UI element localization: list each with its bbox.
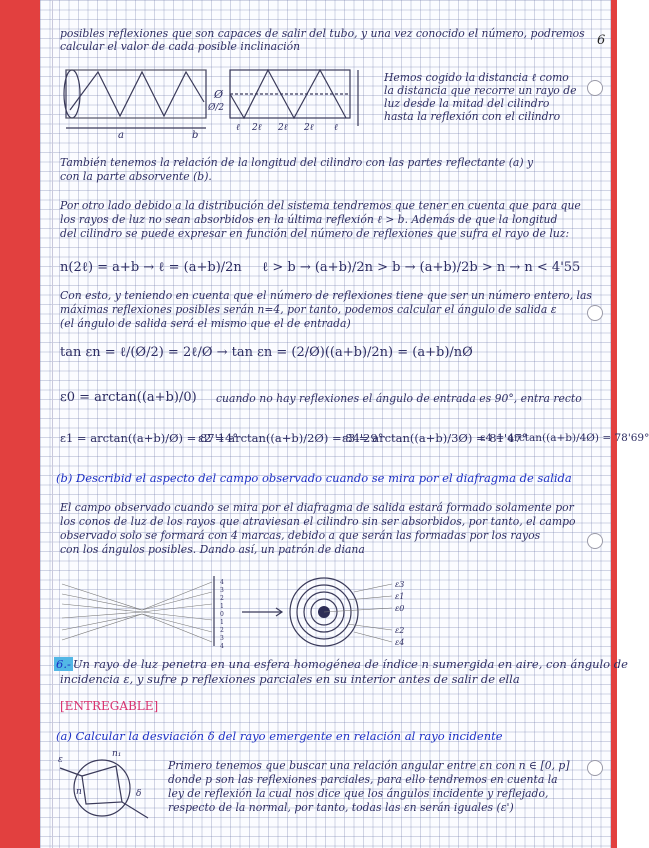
internal-path — [82, 766, 122, 804]
svg-text:0: 0 — [220, 611, 224, 618]
svg-text:δ: δ — [136, 789, 142, 799]
equation: ε2 = arctan((a+b)/2Ø) = 84'29° — [198, 431, 384, 445]
note-line: la distancia que recorre un rayo de — [384, 84, 577, 97]
svg-text:3: 3 — [220, 635, 224, 642]
label-2e: 2ℓ — [304, 123, 314, 133]
text-line: El campo observado cuando se mira por el diafragma de salida estará formado solamente por — [60, 501, 574, 514]
text-line: Con esto, y teniendo en cuenta que el número de reflexiones tiene que ser un número entero, las — [60, 289, 592, 302]
svg-text:n₁: n₁ — [112, 749, 122, 759]
svg-text:ε0: ε0 — [395, 604, 405, 613]
svg-text:ε4: ε4 — [395, 638, 405, 647]
light-ray — [70, 72, 204, 116]
margin-line — [52, 0, 53, 848]
text-line: posibles reflexiones que son capaces de salir del tubo, y una vez conocido el número, podremos — [60, 27, 585, 40]
text-line: del cilindro se puede expresar en función del número de reflexiones que sufra el rayo de luz: — [60, 227, 570, 240]
text-line: Primero tenemos que buscar una relación angular entre εn con n ∈ [0, p] — [168, 759, 570, 772]
svg-text:1: 1 — [220, 619, 224, 626]
svg-text:3: 3 — [220, 587, 224, 594]
label-a: a — [118, 130, 124, 141]
svg-text:ε3: ε3 — [395, 580, 405, 589]
svg-text:1: 1 — [220, 603, 224, 610]
text-line: observado solo se formará con 4 marcas, debido a que serán las formadas por los rayos — [60, 529, 541, 542]
page-edge-left — [0, 0, 40, 848]
binder-hole — [587, 533, 603, 549]
svg-text:ε1: ε1 — [395, 592, 405, 601]
binder-hole — [587, 80, 603, 96]
text-line: con la parte absorvente (b). — [60, 170, 212, 183]
target-pattern-diagram — [62, 574, 562, 654]
label-2e: 2ℓ — [252, 123, 262, 133]
emergent-ray — [122, 802, 148, 818]
binder-hole — [587, 760, 603, 776]
text-line: También tenemos la relación de la longitud del cilindro con las partes reflectante (a) y — [60, 156, 534, 169]
text-line: máximas reflexiones posibles serán n=4, por tanto, podemos calcular el ángulo de salida ε — [60, 303, 557, 316]
sphere-diagram — [56, 748, 152, 828]
note-line: luz desde la mitad del cilindro — [384, 97, 550, 110]
equation: n(2ℓ) = a+b → ℓ = (a+b)/2n — [60, 260, 242, 275]
label-phi-half: Ø/2 — [208, 103, 225, 113]
page-edge-right — [611, 0, 617, 848]
binder-hole — [587, 305, 603, 321]
note-line: Hemos cogido la distancia ℓ como — [384, 71, 569, 84]
label-2e: 2ℓ — [278, 123, 288, 133]
page-number: 6 — [597, 33, 606, 48]
equation: ℓ > b → (a+b)/2n > b → (a+b)/2b > n → n < 4'55 — [262, 260, 581, 275]
equation: ε4 = arctan((a+b)/4Ø) = 78'69° — [480, 432, 649, 444]
question-b: (b) Describid el aspecto del campo observado cuando se mira por el diafragma de salida — [56, 471, 572, 485]
label-e: ℓ — [334, 123, 338, 133]
label-phi: Ø — [214, 88, 224, 101]
svg-text:ε2: ε2 — [395, 626, 405, 635]
problem-number: 6.- — [56, 657, 71, 671]
problem-6-line: 6.- Un rayo de luz penetra en una esfera homogénea de índice n sumergida en aire, con ángulo de — [56, 657, 628, 671]
text-line: incidencia ε, y sufre p reflexiones parciales en su interior antes de salir de ella — [60, 672, 520, 686]
equation: ε3 = arctan((a+b)/3Ø) = 81'47° — [342, 431, 528, 445]
cylinder-body — [66, 70, 206, 118]
svg-text:4: 4 — [220, 643, 224, 650]
text-line: calcular el valor de cada posible inclinación — [60, 40, 301, 53]
deliverable-label: [ENTREGABLE] — [60, 699, 159, 713]
svg-text:ε: ε — [58, 755, 63, 765]
cylinder-reflection-diagram — [58, 62, 378, 140]
light-cones — [62, 582, 212, 642]
text-line: los rayos de luz no sean absorbidos en la última reflexión ℓ > b. Además de que la longitud — [60, 213, 558, 226]
text-line: respecto de la normal, por tanto, todas las εn serán iguales (ε') — [168, 801, 514, 814]
note-line: hasta la reflexión con el cilindro — [384, 110, 561, 123]
equation: tan εn = ℓ/(Ø/2) = 2ℓ/Ø → tan εn = (2/Ø)((a+b)/2n) = (a+b)/nØ — [60, 345, 473, 360]
equation: ε0 = arctan((a+b)/0) — [60, 390, 197, 405]
svg-text:4: 4 — [220, 579, 224, 586]
text-line: ley de reflexión la cual nos dice que los ángulos incidente y reflejado, — [168, 787, 549, 800]
svg-text:n: n — [76, 787, 82, 797]
text-line: cuando no hay reflexiones el ángulo de entrada es 90°, entra recto — [216, 392, 582, 405]
text-line: con los ángulos posibles. Dando así, un patrón de diana — [60, 543, 365, 556]
svg-text:2: 2 — [220, 595, 224, 602]
equation: ε1 = arctan((a+b)/Ø) = 87'14° — [60, 431, 239, 445]
svg-text:2: 2 — [220, 627, 224, 634]
label-b: b — [192, 130, 199, 141]
text-line: los conos de luz de los rayos que atraviesan el cilindro sin ser absorbidos, por tanto, el campo — [60, 515, 576, 528]
text-line: donde p son las reflexiones parciales, para ello tendremos en cuenta la — [168, 773, 558, 786]
label-e: ℓ — [236, 123, 240, 133]
text-line: (el ángulo de salida será el mismo que el de entrada) — [60, 317, 351, 330]
sphere — [74, 760, 130, 816]
text-line: Por otro lado debido a la distribución del sistema tendremos que tener en cuenta que para que — [60, 199, 581, 212]
question-a: (a) Calcular la desviación δ del rayo emergente en relación al rayo incidente — [56, 729, 503, 743]
